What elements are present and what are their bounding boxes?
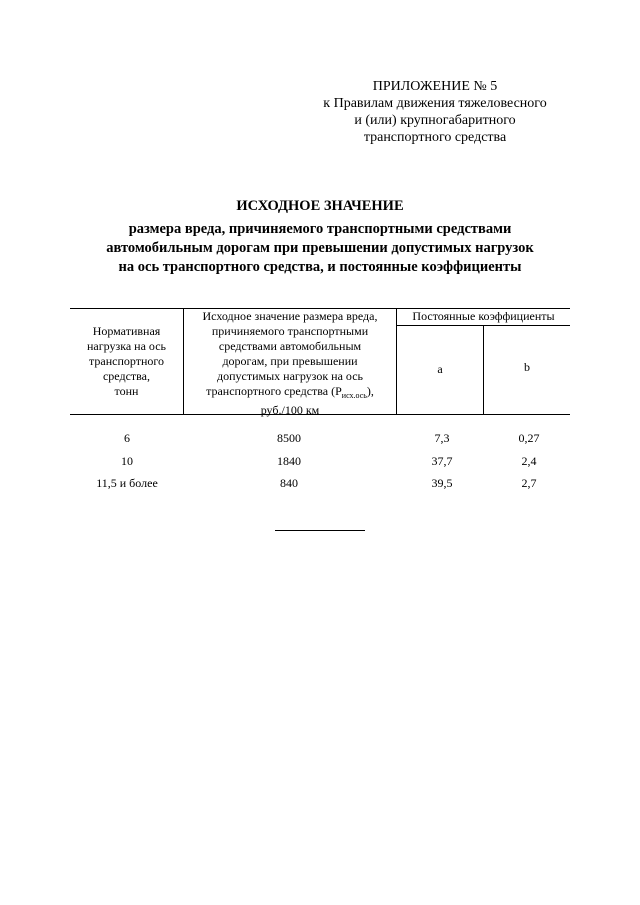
value-header-line-1: Исходное значение размера вреда, [202,309,378,323]
load-header-line-1: Нормативная [92,324,161,338]
value-header-line-5: допустимых нагрузок на ось [216,369,364,383]
appendix-ref-line-1: к Правилам движения тяжеловесного [323,96,547,111]
value-header-line-4: дорогам, при превышении [222,354,358,368]
value-header-prefix: транспортного средства (Р [206,384,342,398]
value-header-unit: руб./100 км [260,403,320,417]
damage-table-header [70,308,570,418]
row-load: 6 [124,431,130,445]
coefficients-header: Постоянные коэффициенты [412,309,555,323]
end-separator-line [275,530,365,531]
row-coef-b: 2,7 [521,476,537,490]
load-header-line-4: средства, [102,369,150,383]
load-column-header [70,324,183,399]
coef-a-header: a [437,362,443,376]
subtitle-line-2: автомобильным дорогам при превышении допустимых нагрузок [106,240,534,256]
row-coef-a: 37,7 [431,454,453,468]
value-header-suffix: ), [366,384,374,398]
appendix-ref-line-3: транспортного средства [363,130,507,145]
value-header-line-3: средствами автомобильным [218,339,362,353]
value-column-header [184,309,396,418]
value-header-subscript: исх.ось [341,391,367,400]
document-subtitle [60,220,580,277]
row-load: 10 [121,454,133,468]
appendix-number: ПРИЛОЖЕНИЕ № 5 [372,79,498,94]
appendix-ref-line-2: и (или) крупногабаритного [354,113,516,128]
document-title: ИСХОДНОЕ ЗНАЧЕНИЕ [236,198,404,214]
row-value: 840 [280,476,298,490]
row-load: 11,5 и более [96,476,158,490]
load-header-line-5: тонн [114,384,139,398]
load-header-line-3: транспортного [88,354,165,368]
row-value: 8500 [277,431,301,445]
value-header-line-2: причиняемого транспортными [211,324,369,338]
coef-b-header: b [524,360,530,374]
value-header-line-6 [184,384,396,403]
load-header-line-2: нагрузка на ось [86,339,167,353]
row-coef-a: 39,5 [431,476,453,490]
subtitle-line-3: на ось транспортного средства, и постоянные коэффициенты [118,259,522,275]
appendix-header [290,78,580,146]
row-coef-a: 7,3 [434,431,450,445]
row-coef-b: 0,27 [518,431,540,445]
subtitle-line-1: размера вреда, причиняемого транспортными средствами [128,221,512,237]
row-coef-b: 2,4 [521,454,537,468]
row-value: 1840 [277,454,301,468]
